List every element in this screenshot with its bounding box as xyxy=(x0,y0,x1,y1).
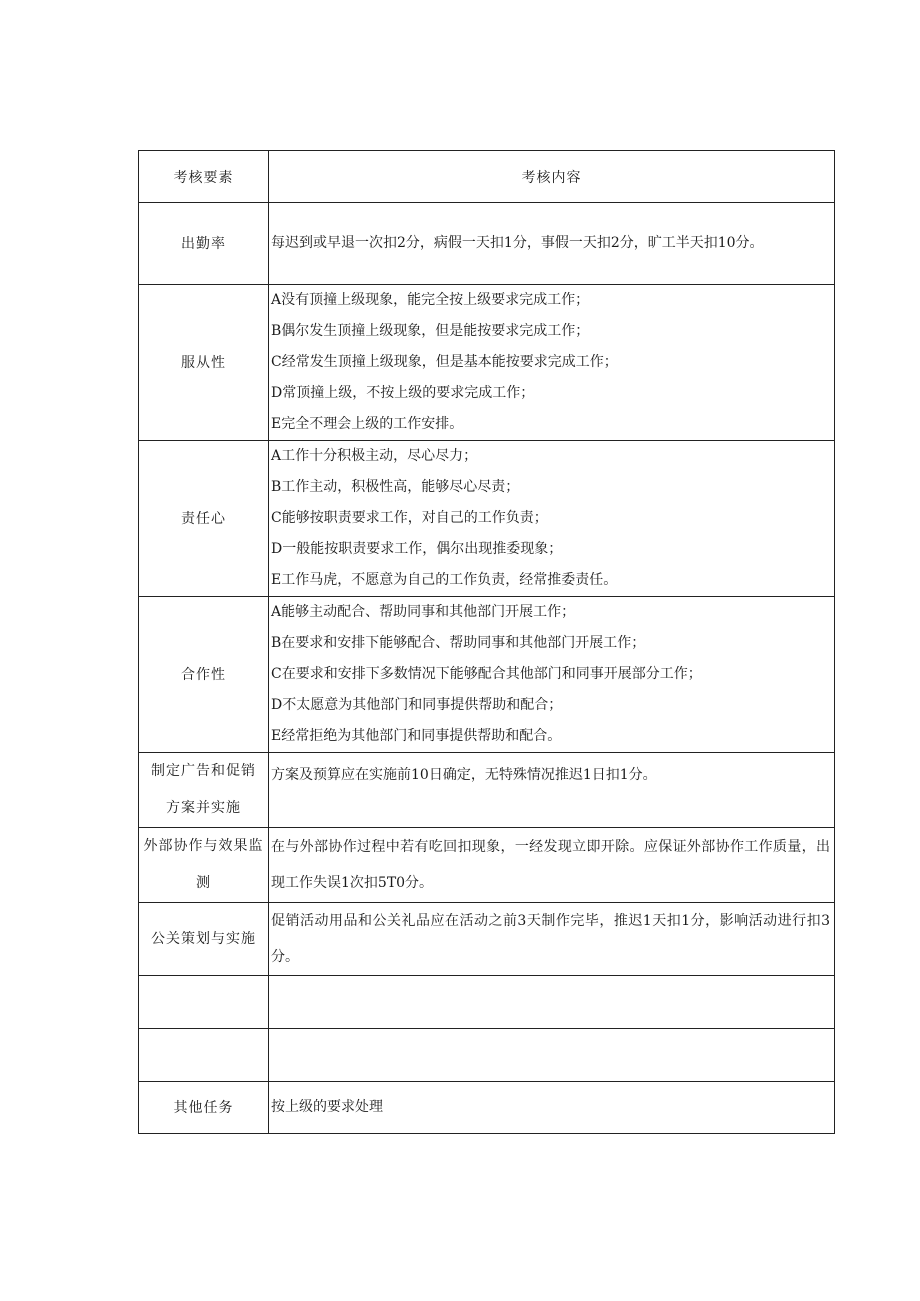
content-line: C能够按职责要求工作，对自己的工作负责； xyxy=(271,510,548,526)
row-key-attendance: 出勤率 xyxy=(139,203,269,285)
content-line: D一般能按职责要求工作，偶尔出现推委现象； xyxy=(271,541,563,557)
content-line: C经常发生顶撞上级现象，但是基本能按要求完成工作； xyxy=(271,354,618,370)
content-text: 方案及预算应在实施前10日确定，无特殊情况推迟1日扣1分。 xyxy=(271,767,657,783)
row-key-responsibility: 责任心 xyxy=(139,441,269,597)
table-row xyxy=(139,203,835,285)
header-key-cell: 考核要素 xyxy=(139,151,269,203)
table-row xyxy=(139,285,835,441)
row-content-empty xyxy=(269,1029,835,1082)
row-content-cooperation xyxy=(269,597,835,753)
content-line: A工作十分积极主动，尽心尽力； xyxy=(271,448,478,464)
table-row-empty xyxy=(139,976,835,1029)
table-row xyxy=(139,597,835,753)
table-row xyxy=(139,1082,835,1134)
table-row xyxy=(139,903,835,976)
row-key-external-cooperation: 外部协作与效果监测 xyxy=(139,828,269,903)
row-content-empty xyxy=(269,976,835,1029)
row-key-ad-promotion: 制定广告和促销方案并实施 xyxy=(139,753,269,828)
row-content-external-cooperation xyxy=(269,828,835,903)
row-key-empty xyxy=(139,1029,269,1082)
table-row xyxy=(139,753,835,828)
row-content-responsibility xyxy=(269,441,835,597)
content-line: B在要求和安排下能够配合、帮助同事和其他部门开展工作； xyxy=(271,635,646,651)
row-key-pr-planning: 公关策划与实施 xyxy=(139,903,269,976)
assessment-table xyxy=(138,150,835,1134)
header-content-cell: 考核内容 xyxy=(269,151,835,203)
content-line: E完全不理会上级的工作安排。 xyxy=(271,416,464,432)
content-line: A能够主动配合、帮助同事和其他部门开展工作； xyxy=(271,604,576,620)
table-header-row xyxy=(139,151,835,203)
content-text: 按上级的要求处理 xyxy=(271,1099,383,1115)
table-row-empty xyxy=(139,1029,835,1082)
content-text: 在与外部协作过程中若有吃回扣现象，一经发现立即开除。应保证外部协作工作质量，出现工作失误1次扣5T0分。 xyxy=(271,839,830,891)
content-line: E经常拒绝为其他部门和同事提供帮助和配合。 xyxy=(271,728,562,744)
content-line: A没有顶撞上级现象，能完全按上级要求完成工作； xyxy=(271,292,590,308)
row-key-cooperation: 合作性 xyxy=(139,597,269,753)
row-content-other-tasks xyxy=(269,1082,835,1134)
content-line: 每迟到或早退一次扣2分，病假一天扣1分，事假一天扣2分，旷工半天扣10分。 xyxy=(271,235,764,251)
row-content-obedience xyxy=(269,285,835,441)
content-line: B偶尔发生顶撞上级现象，但是能按要求完成工作； xyxy=(271,323,590,339)
row-key-empty xyxy=(139,976,269,1029)
row-content-attendance xyxy=(269,203,835,285)
content-line: D不太愿意为其他部门和同事提供帮助和配合； xyxy=(271,697,563,713)
table-row xyxy=(139,828,835,903)
row-key-other-tasks: 其他任务 xyxy=(139,1082,269,1134)
row-content-ad-promotion xyxy=(269,753,835,828)
table-row xyxy=(139,441,835,597)
content-text: 促销活动用品和公关礼品应在活动之前3天制作完毕，推迟1天扣1分，影响活动进行扣3分。 xyxy=(271,913,830,965)
row-content-pr-planning xyxy=(269,903,835,976)
content-line: C在要求和安排下多数情况下能够配合其他部门和同事开展部分工作； xyxy=(271,666,702,682)
row-key-obedience: 服从性 xyxy=(139,285,269,441)
content-line: B工作主动，积极性高，能够尽心尽责； xyxy=(271,479,520,495)
content-line: D常顶撞上级，不按上级的要求完成工作； xyxy=(271,385,535,401)
content-line: E工作马虎，不愿意为自己的工作负责，经常推委责任。 xyxy=(271,572,618,588)
